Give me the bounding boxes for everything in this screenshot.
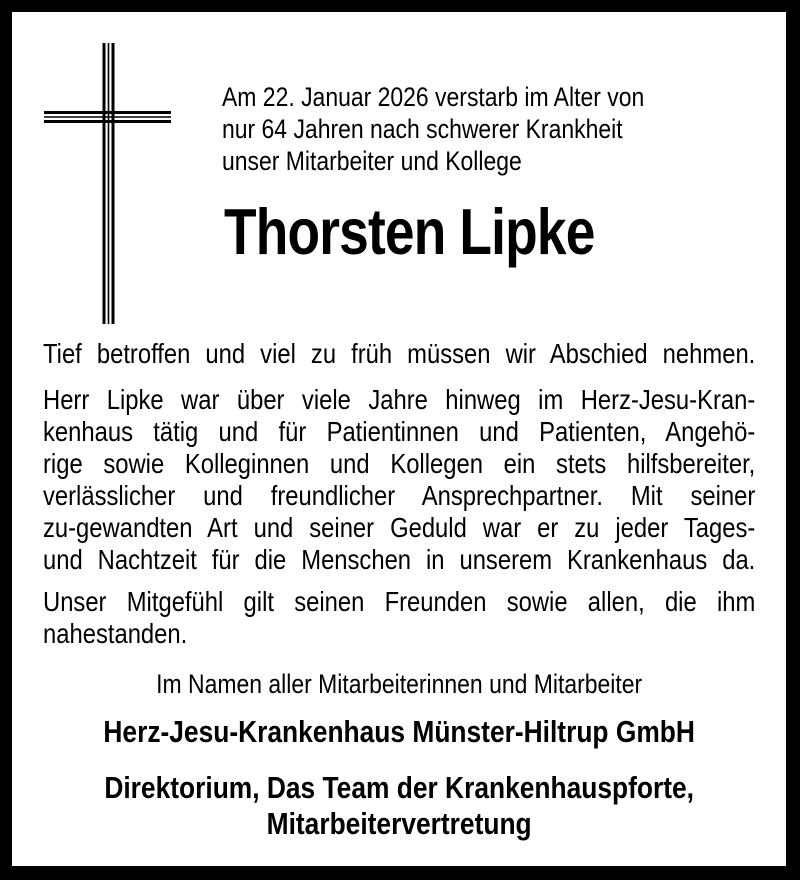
text-line: nahestanden. — [43, 618, 188, 649]
text-line: Unser Mitgefühl gilt seinen Freunden sowie allen, die ihm — [43, 586, 756, 617]
text-line: verlässlicher und freundlicher Ansprechpartner. Mit seiner — [43, 480, 756, 511]
intro-text — [222, 81, 766, 177]
text-line: nur 64 Jahren nach schwerer Krankheit — [222, 114, 623, 144]
text-line: rige sowie Kolleginnen und Kollegen ein stets hilfsbereiter, — [43, 448, 756, 479]
paragraph-sympathy — [43, 586, 755, 650]
text-line: Mitarbeitervertretung — [266, 806, 532, 841]
text-line: Tief betroffen und viel zu früh müssen wir Abschied nehmen. — [43, 338, 756, 369]
paragraph-tribute — [43, 384, 755, 576]
obituary-notice — [12, 12, 786, 866]
text-line: und Nachtzeit für die Menschen in unserem Krankenhaus da. — [43, 544, 756, 575]
text-line: unser Mitarbeiter und Kollege — [222, 146, 522, 176]
organization-name: Herz-Jesu-Krankenhaus Münster-Hiltrup GmbH — [103, 714, 695, 749]
on-behalf-line: Im Namen aller Mitarbeiterinnen und Mitarbeiter — [156, 669, 643, 699]
text-line: Direktorium, Das Team der Krankenhauspforte, — [104, 770, 694, 805]
text-line: zu-gewandten Art und seiner Geduld war er zu jeder Tages- — [43, 512, 756, 543]
text-line: Herr Lipke war über viele Jahre hinweg im Herz-Jesu-Kran- — [43, 384, 756, 415]
deceased-name: Thorsten Lipke — [224, 195, 595, 268]
signers-lines — [43, 770, 755, 842]
latin-cross-icon — [44, 43, 171, 324]
text-line: kenhaus tätig und für Patientinnen und Patienten, Angehö- — [43, 416, 756, 447]
paragraph-opening — [43, 338, 755, 370]
text-line: Am 22. Januar 2026 verstarb im Alter von — [222, 82, 645, 112]
